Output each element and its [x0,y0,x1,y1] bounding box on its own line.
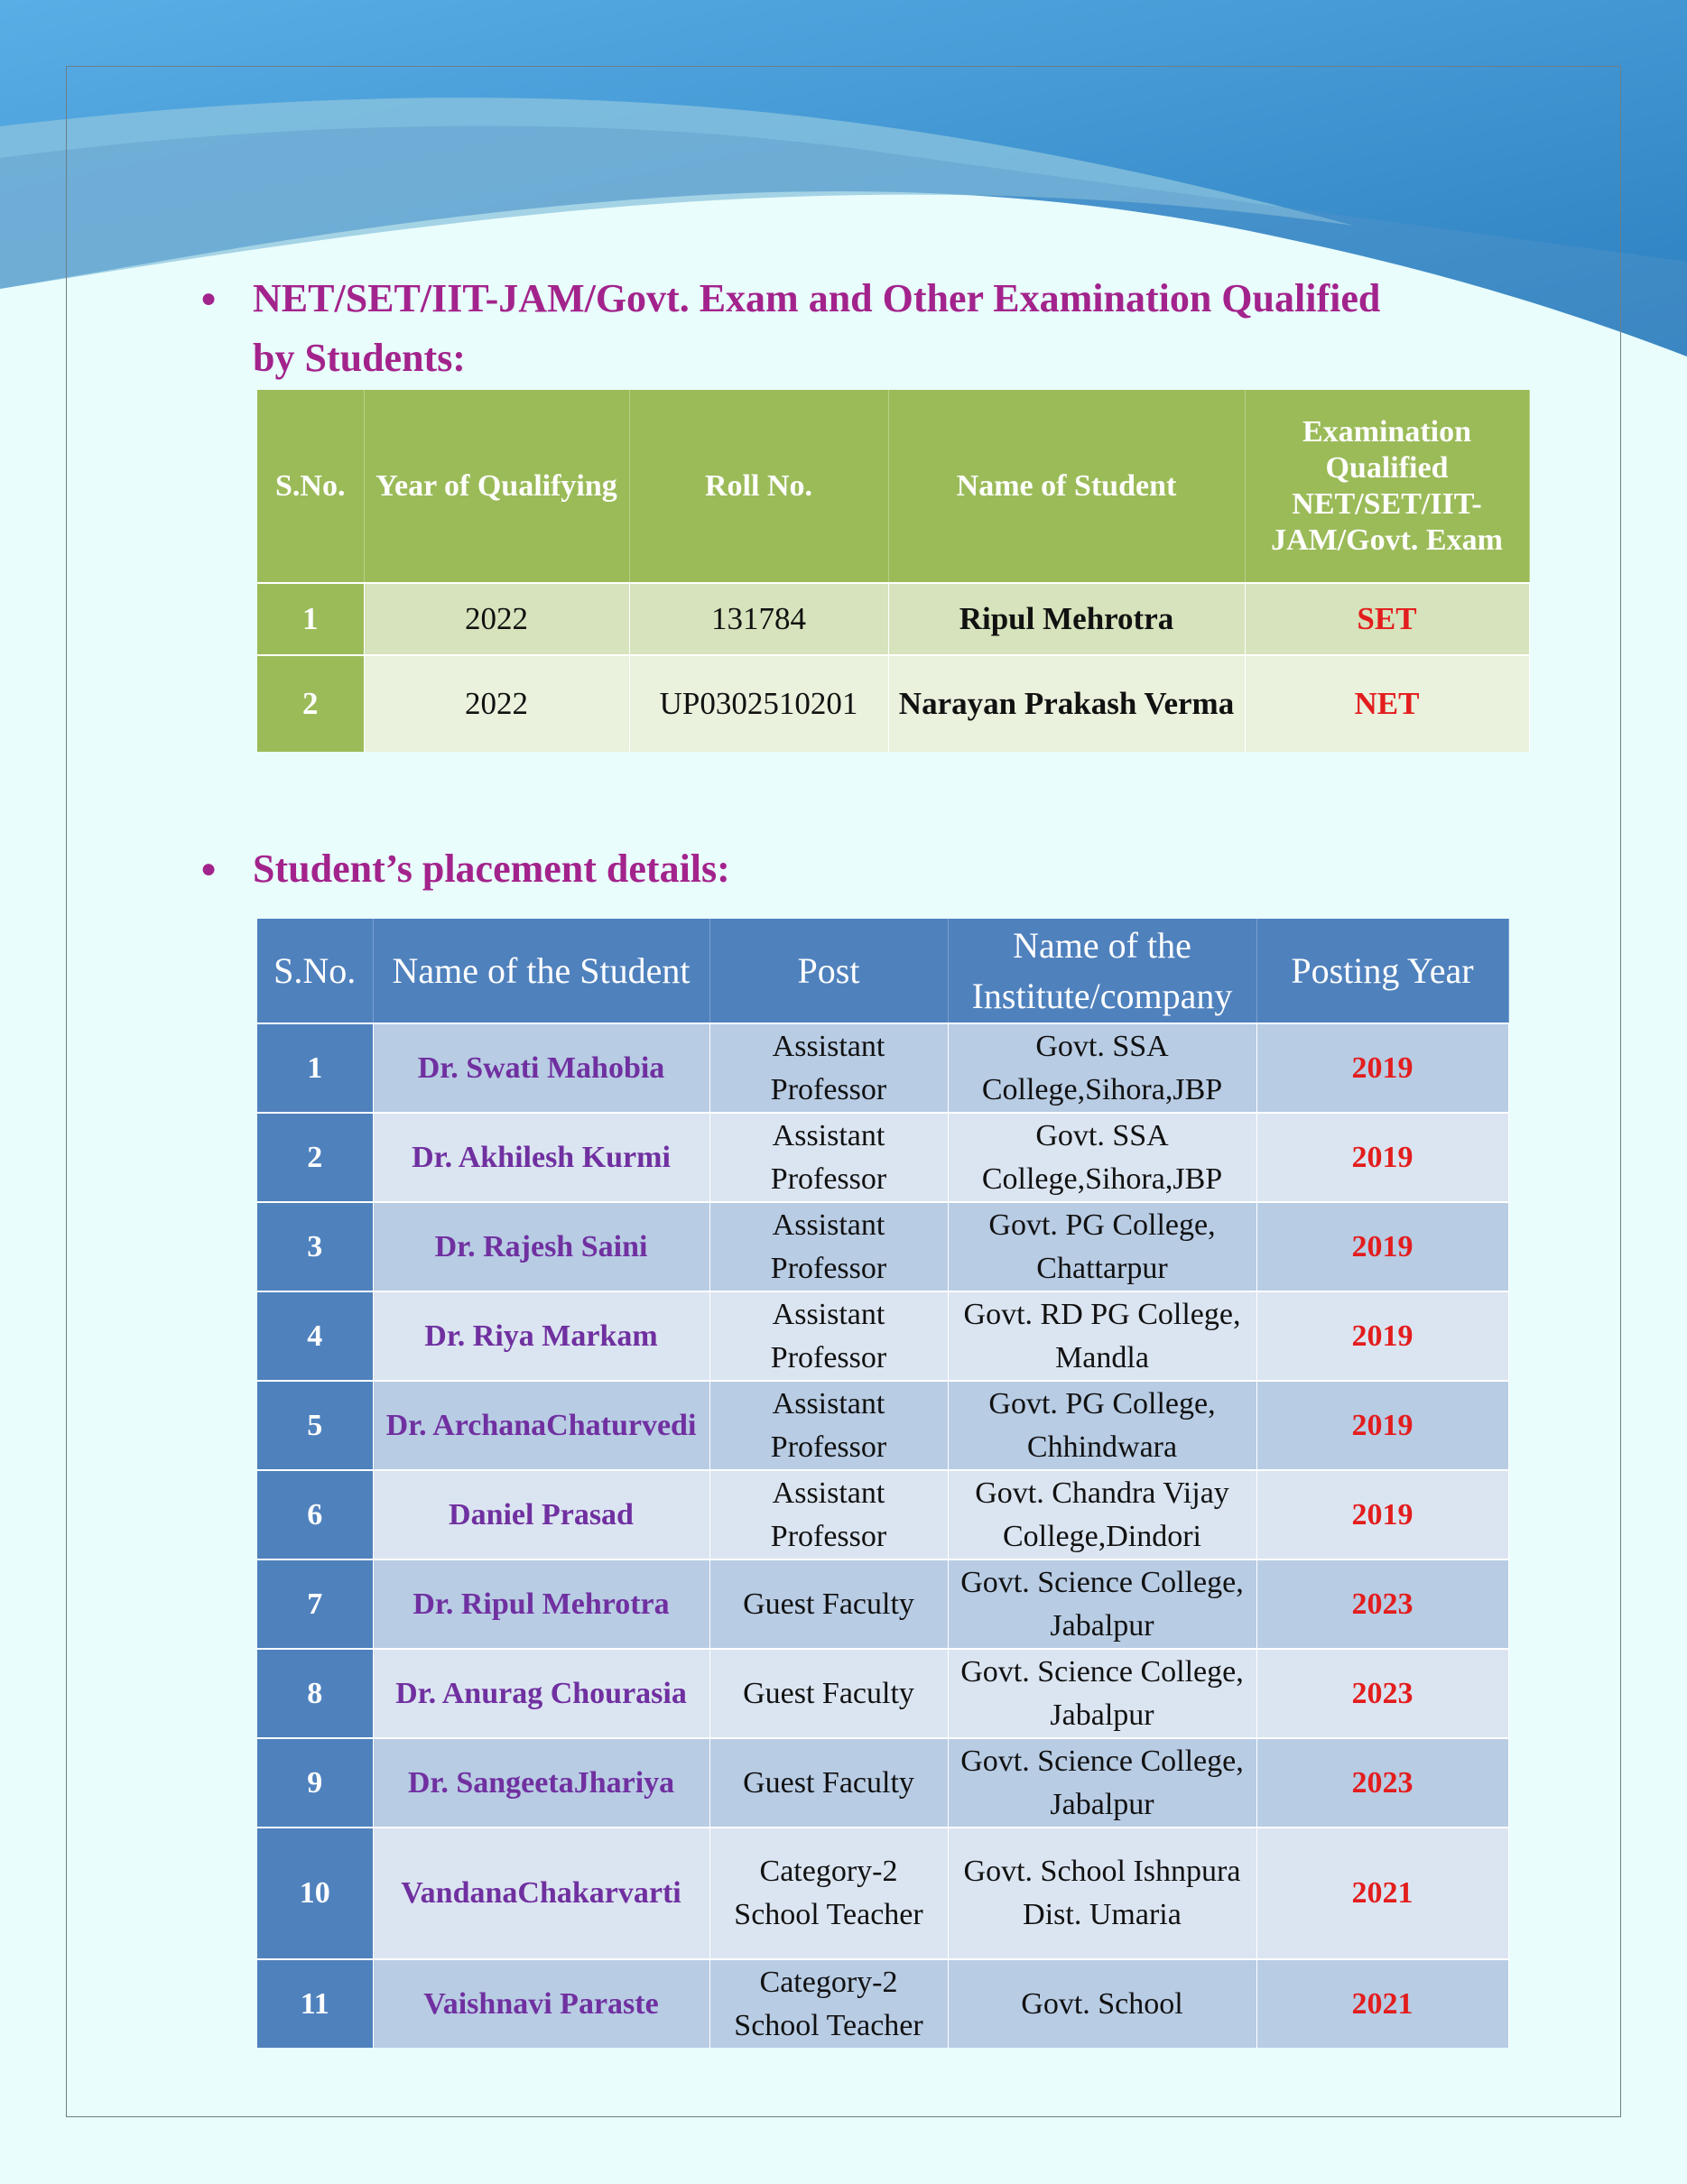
cell-year: 2022 [364,655,629,752]
column-header-institute: Name of the Institute/company [948,919,1256,1023]
bullet-icon: ● [200,854,218,884]
cell-post: Assistant Professor [709,1113,948,1202]
cell-sno: 10 [257,1828,373,1959]
column-header-roll: Roll No. [629,390,888,583]
cell-sno: 8 [257,1649,373,1738]
exam-section-heading-text: NET/SET/IIT-JAM/Govt. Exam and Other Examination Qualified by Students: [253,276,1381,380]
table-header-row [257,919,1508,1023]
placement-table [257,919,1509,2048]
cell-institute: Govt. Science College, Jabalpur [948,1738,1256,1828]
table-row [257,1113,1508,1202]
cell-roll: 131784 [629,583,888,655]
column-header-sno: S.No. [257,390,364,583]
cell-sno: 6 [257,1470,373,1559]
column-header-post: Post [709,919,948,1023]
cell-student-name: Dr. Ripul Mehrotra [373,1559,709,1649]
cell-student-name: Daniel Prasad [373,1470,709,1559]
cell-posting-year: 2019 [1256,1023,1508,1113]
cell-sno: 1 [257,1023,373,1113]
column-header-student-name: Name of the Student [373,919,709,1023]
cell-student-name: Dr. Swati Mahobia [373,1023,709,1113]
table-row [257,655,1529,752]
cell-exam: SET [1245,583,1529,655]
cell-institute: Govt. SSA College,Sihora,JBP [948,1023,1256,1113]
cell-sno: 11 [257,1959,373,2048]
cell-institute: Govt. PG College, Chattarpur [948,1202,1256,1291]
table-row [257,1470,1508,1559]
table-row [257,1291,1508,1381]
cell-student-name: Narayan Prakash Verma [888,655,1245,752]
table-row [257,583,1529,655]
cell-sno: 1 [257,583,364,655]
cell-posting-year: 2019 [1256,1113,1508,1202]
cell-post: Assistant Professor [709,1381,948,1470]
cell-post: Category-2 School Teacher [709,1959,948,2048]
cell-student-name: VandanaChakarvarti [373,1828,709,1959]
cell-posting-year: 2019 [1256,1381,1508,1470]
cell-student-name: Dr. SangeetaJhariya [373,1738,709,1828]
cell-sno: 7 [257,1559,373,1649]
table-row [257,1959,1508,2048]
exam-qualified-table [257,390,1530,752]
cell-posting-year: 2023 [1256,1559,1508,1649]
cell-student-name: Vaishnavi Paraste [373,1959,709,2048]
cell-student-name: Dr. ArchanaChaturvedi [373,1381,709,1470]
cell-roll: UP0302510201 [629,655,888,752]
cell-sno: 2 [257,1113,373,1202]
cell-institute: Govt. PG College, Chhindwara [948,1381,1256,1470]
table-row [257,1559,1508,1649]
table-header-row [257,390,1529,583]
cell-posting-year: 2023 [1256,1738,1508,1828]
cell-student-name: Ripul Mehrotra [888,583,1245,655]
cell-post: Guest Faculty [709,1559,948,1649]
column-header-exam: Examination Qualified NET/SET/IIT-JAM/Govt. Exam [1245,390,1529,583]
cell-sno: 2 [257,655,364,752]
cell-institute: Govt. Science College, Jabalpur [948,1559,1256,1649]
cell-institute: Govt. SSA College,Sihora,JBP [948,1113,1256,1202]
table-row [257,1202,1508,1291]
column-header-student-name: Name of Student [888,390,1245,583]
column-header-year: Year of Qualifying [364,390,629,583]
cell-student-name: Dr. Riya Markam [373,1291,709,1381]
bullet-icon: ● [200,283,218,313]
cell-post: Assistant Professor [709,1023,948,1113]
cell-post: Category-2 School Teacher [709,1828,948,1959]
cell-exam: NET [1245,655,1529,752]
cell-sno: 4 [257,1291,373,1381]
table-row [257,1381,1508,1470]
table-row [257,1649,1508,1738]
cell-student-name: Dr. Akhilesh Kurmi [373,1113,709,1202]
cell-sno: 9 [257,1738,373,1828]
exam-section-heading [200,269,1426,388]
cell-sno: 5 [257,1381,373,1470]
cell-post: Assistant Professor [709,1470,948,1559]
cell-institute: Govt. Science College, Jabalpur [948,1649,1256,1738]
cell-posting-year: 2019 [1256,1291,1508,1381]
cell-posting-year: 2019 [1256,1202,1508,1291]
cell-student-name: Dr. Anurag Chourasia [373,1649,709,1738]
cell-posting-year: 2021 [1256,1959,1508,2048]
cell-posting-year: 2019 [1256,1470,1508,1559]
cell-institute: Govt. RD PG College, Mandla [948,1291,1256,1381]
cell-posting-year: 2023 [1256,1649,1508,1738]
cell-institute: Govt. School [948,1959,1256,2048]
table-row [257,1828,1508,1959]
cell-post: Assistant Professor [709,1291,948,1381]
table-row [257,1023,1508,1113]
cell-sno: 3 [257,1202,373,1291]
cell-year: 2022 [364,583,629,655]
cell-post: Assistant Professor [709,1202,948,1291]
cell-posting-year: 2021 [1256,1828,1508,1959]
table-row [257,1738,1508,1828]
placement-section-heading [200,839,730,899]
cell-institute: Govt. Chandra Vijay College,Dindori [948,1470,1256,1559]
cell-post: Guest Faculty [709,1738,948,1828]
cell-post: Guest Faculty [709,1649,948,1738]
cell-student-name: Dr. Rajesh Saini [373,1202,709,1291]
placement-section-heading-text: Student’s placement details: [253,847,730,891]
column-header-posting-year: Posting Year [1256,919,1508,1023]
cell-institute: Govt. School Ishnpura Dist. Umaria [948,1828,1256,1959]
column-header-sno: S.No. [257,919,373,1023]
